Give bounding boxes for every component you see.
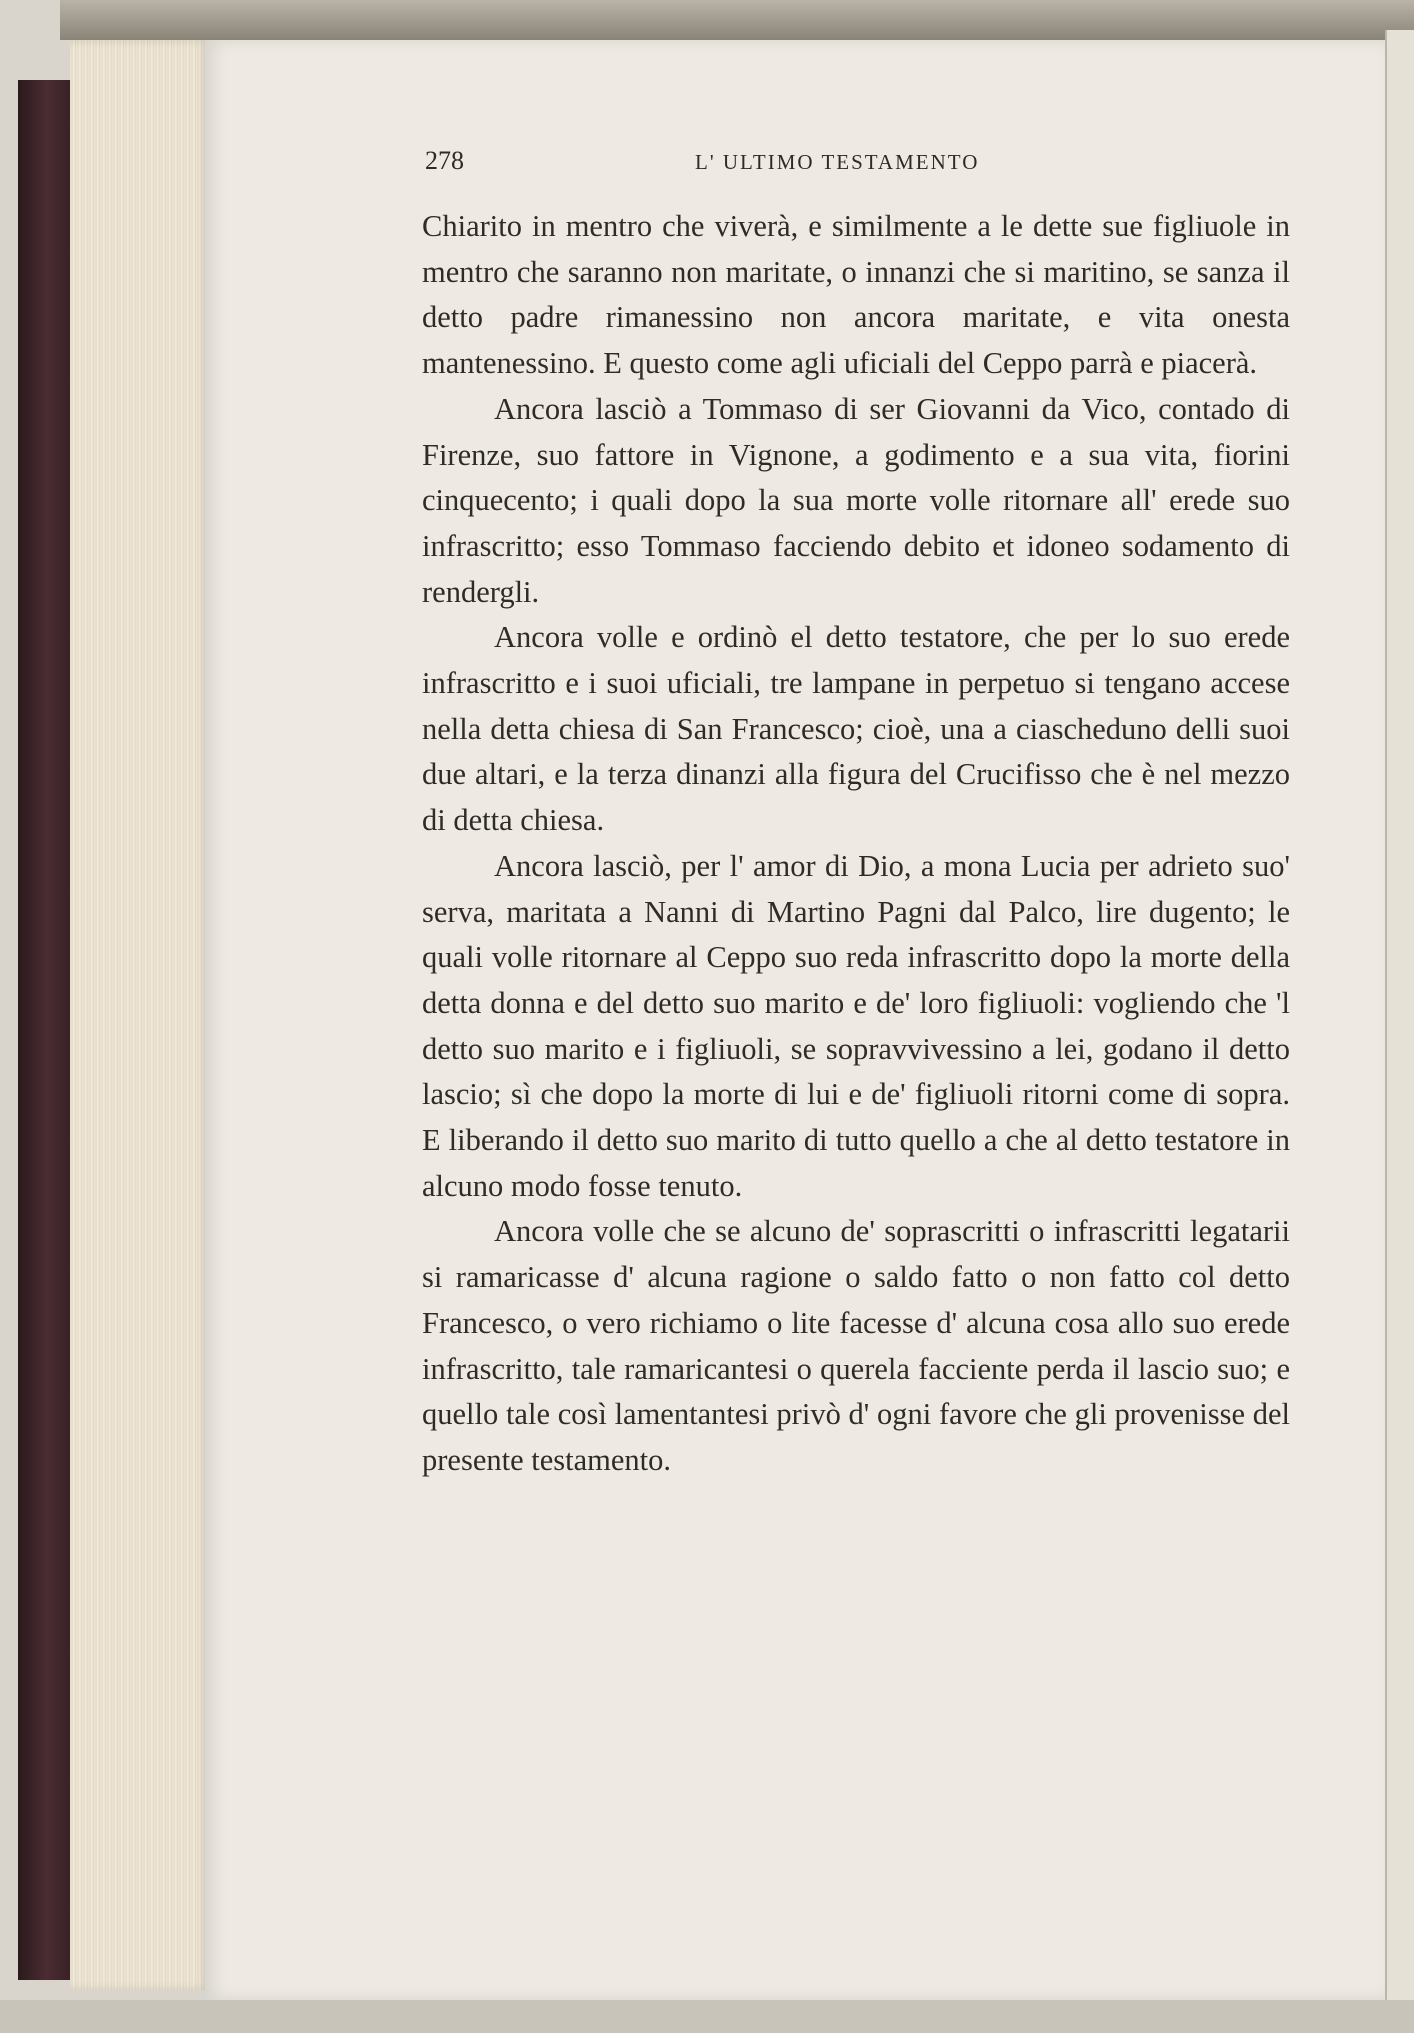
paragraph: Chiarito in mentro che viverà, e similmente a le dette sue figliuole in mentro che saranno non maritate, o innanzi che si maritino, se sanza il detto padre rimanessino non ancora maritate, e vita onesta mantenessino. E questo come agli uficiali del Ceppo parrà e piacerà. (422, 209, 1290, 381)
table-surface (0, 2000, 1414, 2033)
paragraph: Ancora volle e ordinò el detto testatore, che per lo suo erede infrascritto e i suoi uficiali, tre lampane in perpetuo si tengano accese nella detta chiesa di San Francesco; cioè, una a ciascheduno delli suoi due altari, e la terza dinanzi alla figura del Crucifisso che è nel mezzo di detta chiesa. (422, 620, 1290, 838)
next-page-edge (1385, 30, 1414, 2010)
page-edges (70, 40, 210, 1990)
running-title: L' ULTIMO TESTAMENTO (695, 150, 980, 174)
book-cover-top (60, 0, 1414, 40)
page-number: 278 (425, 146, 464, 175)
paragraph: Ancora lasciò, per l' amor di Dio, a mona Lucia per adrieto suo' serva, maritata a Nanni di Martino Pagni dal Palco, lire dugento; le quali volle ritornare al Ceppo suo reda infrascritto dopo la morte della detta donna e del detto suo marito e de' loro figliuoli: vogliendo che 'l detto suo marito e i figliuoli, se sopravvivessino a lei, godano il detto lascio; sì che dopo la morte di lui e de' figliuoli ritorni come di sopra. E liberando il detto suo marito di tutto quello a che al detto testatore in alcuno modo fosse tenuto. (422, 848, 1290, 1203)
page-header (425, 146, 1285, 186)
paragraph: Ancora lasciò a Tommaso di ser Giovanni da Vico, contado di Firenze, suo fattore in Vignone, a godimento e a sua vita, fiorini cinquecento; i quali dopo la sua morte volle ritornare all' erede suo infrascritto; esso Tommaso facciendo debito et idoneo sodamento di rendergli. (422, 391, 1290, 609)
body-text (422, 204, 1290, 1484)
paragraph: Ancora volle che se alcuno de' soprascritti o infrascritti legatarii si ramaricasse d' alcuna ragione o saldo fatto o non fatto col detto Francesco, o vero richiamo o lite facesse d' alcuna cosa allo suo erede infrascritto, tale ramaricantesi o querela facciente perda il lascio suo; e quello tale così lamentantesi privò d' ogni favore che gli provenisse del presente testamento. (422, 1214, 1290, 1477)
